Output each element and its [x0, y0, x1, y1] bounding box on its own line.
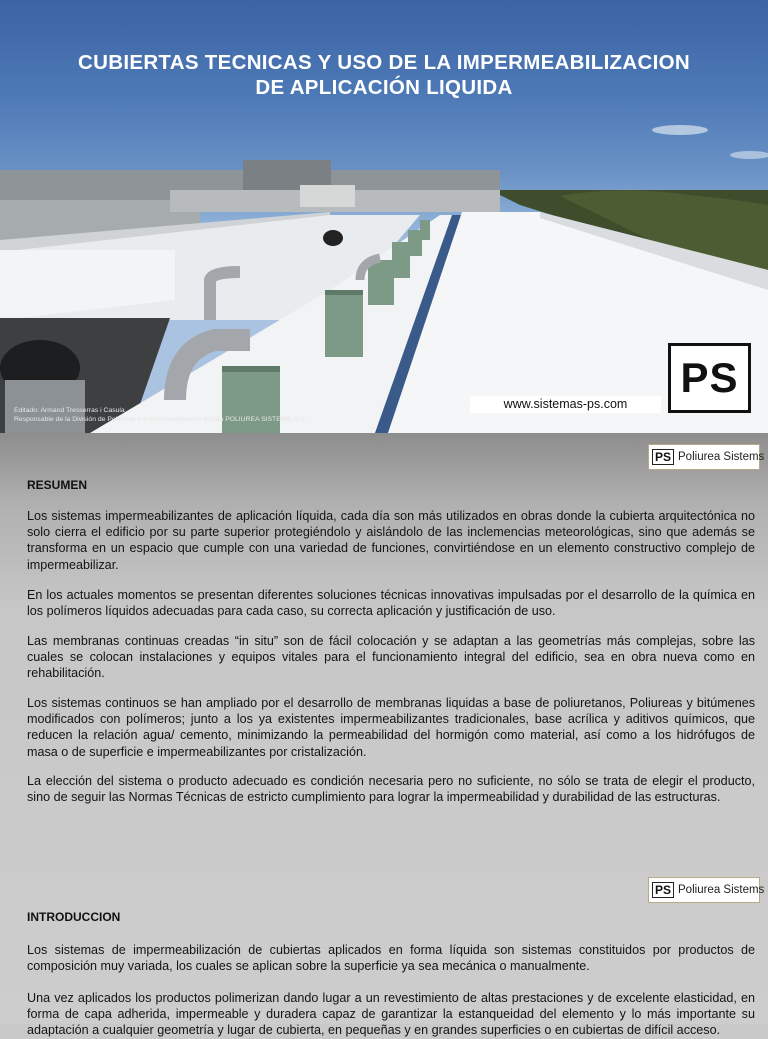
resumen-paragraph-5: La elección del sistema o producto adecuado es condición necesaria pero no suficiente, no sólo se trata de elegir el producto, sino de seguir las Normas Técnicas de estricto cumplimiento para lograr la impermeabilidad y durabilidad de las estructuras.: [27, 774, 755, 805]
credit-text: [14, 406, 307, 424]
brand-name: Poliurea Sistems: [678, 451, 765, 463]
introduccion-paragraph-2: Una vez aplicados los productos polimerizan dando lugar a un revestimiento de altas prestaciones y de excelente elasticidad, en forma de capa adherida, impermeable y duradera capaz de garantizar la estanqueidad del elemento y lo más importante su adaptación a cualquier geometría y lugar de cubierta, en pequeñas y en grandes superficies o en cubiertas de difícil acceso.: [27, 991, 755, 1038]
title-line-2: DE APLICACIÓN LIQUIDA: [255, 76, 513, 99]
brand-mark: PS: [652, 449, 674, 465]
cover-photo: [0, 0, 768, 433]
ps-logo: PS: [668, 343, 751, 413]
section-heading-resumen: RESUMEN: [27, 478, 88, 492]
resumen-paragraph-4: Los sistemas continuos se han ampliado por el desarrollo de membranas liquidas a base de poliuretanos, Poliureas y bitúmenes modificados con polímeros; junto a los ya existentes impermeabilizantes tradicionales, base acrílica y aditivos químicos, que reducen la relación agua/ cemento, minimizando la permeabilidad del hormigón como material, así como a los hidrófugos de masa o de superficie e impermeabilizantes por cristalización.: [27, 696, 755, 759]
credit-role: Responsable de la División de Poliureas e impermeabilización líquida POLIUREA SISTEMS, S.L.: [14, 416, 307, 423]
brand-mark: PS: [652, 882, 674, 898]
brand-name: Poliurea Sistems: [678, 884, 765, 896]
document-title: [0, 50, 768, 100]
resumen-paragraph-2: En los actuales momentos se presentan diferentes soluciones técnicas innovativas impulsadas por el desarrollo de la química en los polímeros líquidos adecuadas para cada caso, su correcta aplicación y justificación de uso.: [27, 588, 755, 619]
introduccion-paragraph-1: Los sistemas de impermeabilización de cubiertas aplicados en forma líquida son sistemas constituidos por productos de composición muy variada, los cuales se aplican sobre la superficie ya sea mecánica o manualmente.: [27, 943, 755, 974]
resumen-paragraph-1: Los sistemas impermeabilizantes de aplicación líquida, cada día son más utilizados en obras donde la cubierta arquitectónica no solo cierra el edificio por su parte superior protegiéndolo y aislándolo de las inclemencias meteorológicas, sino que además se transforma en un espacio que cumple con una variedad de funciones, convirtiéndose en un elemento constructivo complejo de impermeabilizar.: [27, 509, 755, 572]
section-heading-introduccion: INTRODUCCION: [27, 910, 121, 924]
brand-badge: [648, 444, 765, 470]
title-line-1: CUBIERTAS TECNICAS Y USO DE LA IMPERMEABILIZACION: [78, 51, 690, 74]
website-url[interactable]: www.sistemas-ps.com: [470, 396, 661, 413]
brand-badge: [648, 877, 765, 903]
resumen-paragraph-3: Las membranas continuas creadas “in situ” son de fácil colocación y se adaptan a las geometrías más complejas, sobre las cuales se colocan instalaciones y equipos vitales para el funcionamiento integral del edificio, sea en obra nueva como en rehabilitación.: [27, 634, 755, 681]
credit-editor: Editado: Armand Tresserras i Casula: [14, 407, 125, 414]
